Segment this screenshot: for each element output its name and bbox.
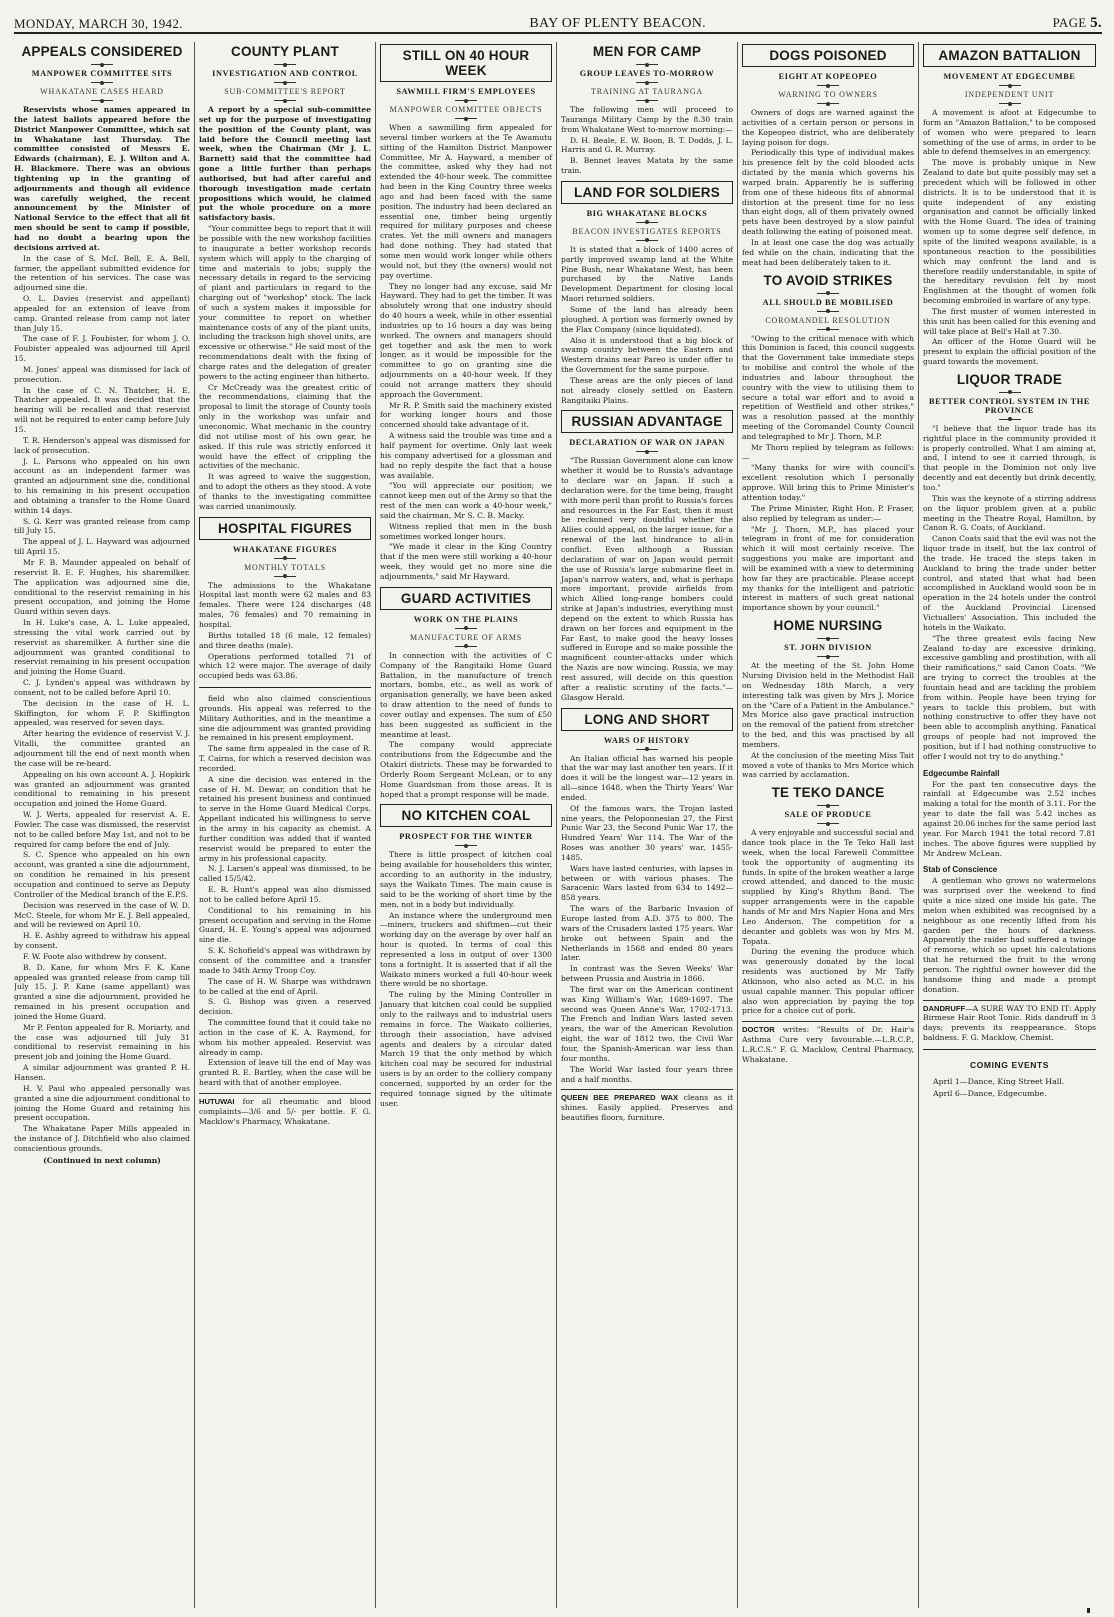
divider [817, 293, 839, 294]
paragraph: field who also claimed conscientious grounds. His appeal was referred to the Military Authorities, and in the meantime a sine die adjournment was granted providing he remained in his present employment. [199, 694, 371, 743]
story-county-plant [199, 44, 371, 512]
divider [274, 64, 296, 65]
divider [274, 100, 296, 101]
paragraph: Wars have lasted centuries, with lapses in between or with various phases. The Saracenic Wars lasted from 634 to 1492—858 years. [561, 863, 733, 903]
paragraph: A similar adjournment was granted P. H. Hansen. [14, 1063, 190, 1082]
paragraph: Appealing on his own account A. J. Hopkirk was granted an adjournment was granted conditional to remaining in his present occupation and joined the Home Guard. [14, 769, 190, 809]
headline: GUARD ACTIVITIES [380, 587, 552, 610]
paragraph: The case of F. J. Foubister, for whom J. O. Foubister appealed was adjourned till April 15. [14, 334, 190, 364]
divider [999, 85, 1021, 86]
story-body [380, 123, 552, 582]
subhead: MANPOWER COMMITTEE SITS [31, 69, 173, 78]
paragraph: B. D. Kane, for whom Mrs F. K. Kane appealed was granted release from camp till July 15. J. P. Kane (same appellant) was granted a sine die adjournment, provided he remained in his present occupation and joined the Home Guard. [14, 962, 190, 1021]
headline: NO KITCHEN COAL [380, 804, 552, 827]
divider [455, 118, 477, 119]
story-body [923, 424, 1096, 762]
story-russian-advantage [561, 410, 733, 702]
paragraph: The World War lasted four years three and a half months. [561, 1064, 733, 1084]
paragraph: At the meeting of the St. John Home Nursing Division held in the Methodist Hall on Wednesday 18th March, a very interesting talk was given by Mrs J. Morice on the "Care of a Patient in the Ambulance." Mrs Morice also gave practical instruction on the removal of the patient from stretcher to the bed, and this was practised by all members. [742, 661, 914, 749]
headline: STILL ON 40 HOUR WEEK [380, 44, 552, 82]
story-body [923, 876, 1096, 994]
paragraph: The Prime Minister, Right Hon. P. Fraser, also replied by telegram as under:— [742, 503, 914, 523]
paragraph: The Whakatane Paper Mills appealed in the instance of J. Ditchfield who also claimed conscientious grounds. [14, 1124, 190, 1153]
column-1 [14, 42, 195, 1608]
intro-paragraph: Reservists whose names appeared in the latest ballots appeared before the District Manpower Committee, which sat in Whakatane last Thursday. The committee consisted of Messrs E. Edwards (chairman), E. J. Wilton and A. H. Blackmore. There was an obvious tightening up in the granting of adjournments and though all evidence was carefully weighed, the recent announcement by the Minister of National Service to the effect that all fit men should be sent to camp if possible, had no doubt a bearing upon the decisions arrived at. [14, 105, 190, 252]
story-40-hour-week [380, 44, 552, 582]
story-body [923, 108, 1096, 367]
subhead-secondary: BEACON INVESTIGATES REPORTS [572, 226, 722, 236]
paragraph: Cr McCready was the greatest critic of the recommendations, claiming that the proposal to limit the storage of County tools only in the workshop was unfair and uneconomic. What mechanic in the country did not utilise most of his own gear, he asked. If this rule was strictly enforced it would have the effect of crippling the activities of the mechanic. [199, 382, 371, 471]
story-appeals-considered [14, 44, 190, 1165]
paragraph: N. J. Larsen's appeal was dismissed, to be called 15/5/42. [199, 864, 371, 884]
paragraph: In the case of C. N. Thatcher, H. E. Thatcher appealed. It was decided that the hearing will be recalled and that reservist will not be required to enter camp before July 15. [14, 385, 190, 434]
story-avoid-strikes [742, 273, 914, 614]
story-body [199, 694, 371, 1088]
paragraph: Also it is understood that a big block of swamp country between the Eastern and Western drains near Pareo is under offer to the Government for the same purpose. [561, 335, 733, 375]
paragraph: Of the famous wars, the Trojan lasted nine years, the Peloponnesian 27, the First Punic War 23, the Second Punic War 17, the Hundred Years' War 114. The War of the Roses was another 30 years' war, 1455-1485. [561, 803, 733, 862]
subhead: PROSPECT FOR THE WINTER [399, 832, 533, 842]
subhead: DECLARATION OF WAR ON JAPAN [569, 438, 725, 448]
story-edgecumbe-rainfall [923, 769, 1096, 859]
subhead-secondary: WHAKATANE CASES HEARD [40, 87, 164, 96]
column-6 [919, 42, 1100, 1608]
subhead-secondary: MONTHLY TOTALS [244, 562, 326, 572]
paragraph: In at least one case the dog was actually fed while on the chain, indicating that the meat had been deliberately taken to it. [742, 237, 914, 267]
headline: TE TEKO DANCE [771, 785, 885, 801]
paragraph: Decision was reserved in the case of W. D. McC. Steele, for whom Mr E. J. Bell appealed, and will be reviewed on April 10. [14, 900, 190, 930]
paragraph: After hearing the evidence of reservist V. J. Vitalli, the committee granted an adjournment till the end of next month when the case will be re-heard. [14, 729, 190, 768]
subhead: MOVEMENT AT EDGECUMBE [943, 72, 1076, 81]
subhead: BIG WHAKATANE BLOCKS [586, 208, 708, 218]
headline: LIQUOR TRADE [956, 371, 1063, 387]
divider [636, 222, 658, 223]
paragraph: The appeal of J. L. Hayward was adjourned till April 15. [14, 537, 190, 557]
paragraph: An officer of the Home Guard will be present to explain the official position of the guard towards the movement. [923, 337, 1096, 367]
paragraph: The ruling by the Mining Controller in January that kitchen coal could be supplied only to the railways and to industrial users remains in force. The Waikato collieries, through their association, have advised agents and dealers by a circular dated March 19 that the only method by which kitchen coal may be secured for industrial users is by an order to the colliery company concerned, supported by an order for the required tonnage signed by the ultimate user. [380, 990, 552, 1108]
subhead: INVESTIGATION AND CONTROL [212, 69, 358, 78]
divider [817, 311, 839, 312]
columns [14, 42, 1102, 1608]
divider [817, 638, 839, 639]
paragraph: At the conclusion of the meeting Miss Tait moved a vote of thanks to Mrs Morice which was carried by acclamation. [742, 750, 914, 780]
paper-title: BAY OF PLENTY BEACON. [529, 16, 706, 31]
story-te-teko-dance [742, 785, 914, 1016]
headline: APPEALS CONSIDERED [21, 44, 183, 59]
divider [636, 82, 658, 83]
masthead [14, 8, 1102, 34]
paragraph: A very enjoyable and successful social and dance took place in the Te Teko Hall last week, when the local Farewell Committee took the opportunity of augmenting its funds. In spite of the broken weather a large crowd attended, and danced to the music supplied by King's Rhythm Band. The supper arrangements were in the capable hands of Mr and Mrs Napier Hona and Mrs Leo Anderson. The competition for a decanter and goblets was won by Mrs M. Topata. [742, 828, 914, 946]
paragraph: Extension of leave till the end of May was granted R. E. Bartley, when the case will be heard with that of another employee. [199, 1058, 371, 1088]
paragraph: S. G. Kerr was granted release from camp till July 15. [14, 516, 190, 536]
paragraph: In the case of S. McI. Bell, E. A. Bell, farmer, the appellant submitted evidence for the retention of his services. The case was adjourned sine die. [14, 253, 190, 293]
story-appeals-continued [199, 694, 371, 1088]
subhead: ST. JOHN DIVISION [784, 643, 872, 653]
paragraph: An instance where the underground men—miners, truckers and shiftmen—cut their working day on the average by over half an hour is quoted. In terms of coal this represented a loss in output of over 1300 tons a fortnight. It is asserted that if all the Waikato miners worked a full 40-hour week there would be no shortage. [380, 910, 552, 989]
divider [455, 845, 477, 846]
headline: MEN FOR CAMP [592, 44, 702, 59]
paragraph: O. L. Davies (reservist and appellant) appealed for an extension of leave from camp. Granted release from camp not later than July 15. [14, 294, 190, 333]
paragraph: The committee found that it could take no action in the case of K. A. Raymond, for whom his mother appealed. Reservist was already in camp. [199, 1018, 371, 1057]
paragraph: J. L. Parsons who appealed on his own account as an independent farmer was granted an adjournment sine die, conditional to his remaining in his present occupation and obtaining a transfer to the Home Guard within 14 days. [14, 456, 190, 515]
paragraph: Owners of dogs are warned against the activities of a certain person or persons in the Kopeopeo district, who are deliberately laying poison for dogs. [742, 108, 914, 147]
paragraph: S. C. Spence who appealed on his own account, was granted a sine die adjournment, on condition he remained in his present occupation and continued to serve as Deputy Controller of the Medical branch of the E.P.S. [14, 850, 190, 899]
paragraph: The following men will proceed to Tauranga Military Camp by the 8.30 train from Whakatane West to-morrow morning:— [561, 105, 733, 134]
intro-paragraph: A report by a special sub-committee set up for the purpose of investigating the position of the County plant, was laid before the Council meeting last week, when the Chairman (Mr J. L. Barnett) said that the committee had gone a little further than perhaps authorised, but had after careful and thorough investigation made certain propositions which would, he claimed put the whole procedure on a more satisfactory basis. [199, 105, 371, 223]
column-2 [195, 42, 376, 1608]
advert-doctor: DOCTOR writes: "Results of Dr. Hair's Asthma Cure very favourable.—L.R.C.P., L.R.C.S." F. G. Macklow, Central Pharmacy, Whakatane. [742, 1021, 914, 1064]
paragraph: The same firm appealed in the case of R. T. Cairns, for which a reserved decision was recorded. [199, 744, 371, 773]
subhead-secondary: WARNING TO OWNERS [778, 90, 878, 99]
advert-dandruff: DANDRUFF—A SURE WAY TO END IT: Apply Birmese Hair Root Tonic. Rids dandruff in 3 days; prevents its reappearance. Stops baldness. F. G. Macklow, Chemist. [923, 1000, 1096, 1043]
story-body [561, 456, 733, 702]
story-body [742, 334, 914, 614]
divider [91, 100, 113, 101]
paragraph: The case of H. W. Sharpe was withdrawn to be called at the end of April. [199, 976, 371, 996]
subhead: WORK ON THE PLAINS [413, 614, 519, 624]
paragraph: Conditional to his remaining in his present occupation and serving in the Home Guard, H. E. Young's appeal was adjourned sine die. [199, 905, 371, 945]
paragraph: Canon Coats said that the evil was not the liquor trade in itself, but the lax control of the trade. He traced the steps taken in Auckland to bring the trade under better control, and stated that what had been accomplished in Auckland would soon be in operation in the 24 hotels under the control of the Auckland Provincial Licensed Victuallers' Association. This included the hotels in the Waikato. [923, 534, 1096, 632]
subhead: WHAKATANE FIGURES [232, 544, 338, 554]
page-number: PAGE 5. [1052, 15, 1102, 31]
story-body [923, 780, 1096, 859]
subhead: GROUP LEAVES TO-MORROW [579, 69, 715, 78]
paragraph: The first muster of women interested in this unit has been called for this evening and will take place at Bell's Hall at 7.30. [923, 306, 1096, 336]
story-body [561, 754, 733, 1085]
divider [636, 451, 658, 452]
headline: LONG AND SHORT [561, 708, 733, 731]
divider [999, 419, 1021, 420]
paragraph: Periodically this type of individual makes his presence felt by the cold blooded acts dictated by the mania which governs his warped brain. Apparently he is suffering from one of these hideous fits of abnormal distortion at the present time for no less than eight dogs, all of them privately owned pets have been destroyed by a slow painful death following the eating of poisoned meat. [742, 148, 914, 237]
paragraph: Operations performed totalled 71 of which 12 were major. The average of daily occupied beds was 63.86. [199, 651, 371, 681]
divider [455, 628, 477, 629]
paragraph: H. E. Ashby agreed to withdraw his appeal by consent. [14, 931, 190, 951]
story-intro [14, 105, 190, 253]
story-long-and-short [561, 708, 733, 1085]
paragraph: A witness said the trouble was time and a half payment for overtime. Only last week his company advertised for a glossman and had no reply despite the fact that a house was available. [380, 431, 552, 480]
subhead: SALE OF PRODUCE [784, 810, 872, 820]
advert-queen-bee: QUEEN BEE PREPARED WAX cleans as it shines. Easily applied. Preserves and beautifies floors, furniture. [561, 1089, 733, 1122]
story-intro [199, 105, 371, 223]
paragraph: Witness replied that men in the bush sometimes worked longer hours. [380, 521, 552, 541]
paragraph: Mr F. B. Maunder appealed on behalf of reservist B. E. F. Hughes, his sharemilker. The application was adjourned sine die, conditional to the reservist remaining in his present occupation, and joining the Home Guard within seven days. [14, 557, 190, 617]
divider [817, 329, 839, 330]
paragraph: During the evening the produce which was generously donated by the local residents was auctioned by Mr Taffy Atkinson, who also acted as M.C. in his usual capable manner. This popular officer also won appreciation by paying the top price for a choice cut of pork. [742, 947, 914, 1016]
list-item: April 6—Dance, Edgecumbe. [933, 1088, 1047, 1098]
subhead-secondary: INDEPENDENT UNIT [964, 90, 1055, 99]
story-body [380, 850, 552, 1108]
divider [636, 100, 658, 101]
divider [91, 64, 113, 65]
story-body [14, 254, 190, 1154]
paragraph: "I believe that the liquor trade has its rightful place in the community provided it is properly controlled. What I am aiming at, and, I intend to see it carried through, is that people in the Dominion not only live decently and eat decently but drink decently, too." [923, 423, 1096, 492]
divider [817, 85, 839, 86]
inline-heading: Edgecumbe Rainfall [923, 768, 1000, 778]
paragraph: For the past ten consecutive days the rainfall at Edgecumbe was 2.52 inches making a total for the month of 3.11. For the year to date the fall was 5.42 inches as against 20.06 inches for the same period last year. For March 1941 the total record 7.81 inches. The above figures were supplied by Mr Andrew McLean. [923, 779, 1096, 858]
story-land-for-soldiers [561, 181, 733, 406]
paragraph: A movement is afoot at Edgecumbe to form an "Amazon Battalion," to be composed of women who were prepared to learn something of the use of arms, in order to be able to defend themselves in an emergency. [923, 108, 1096, 157]
subhead-secondary: SUB-COMMITTEE'S REPORT [224, 87, 346, 96]
story-body [561, 105, 733, 176]
subhead-secondary: TRAINING AT TAURANGA [591, 87, 703, 96]
paragraph: It was agreed to waive the suggestion, and to adopt the others as they stood. A vote of thanks to the investigating committee was carried unanimously. [199, 472, 371, 511]
paragraph: The first war on the American continent was King William's War, 1689-1697. The second was Queen Anne's War, 1702-1713. The French and Indian Wars lasted seven years, the war of the American Revolution eight, the war of 1812 two, the Civil War four, the Spanish-American war less than four months. [561, 984, 733, 1063]
paragraph: S. G. Bishop was given a reserved decision. [199, 997, 371, 1017]
paragraph: The wars of the Barbaric Invasion of Europe lasted from A.D. 375 to 800. The wars of the Crusaders lasted 175 years. War broke out between Spain and the Netherlands in 1568 and ended 80 years later. [561, 904, 733, 963]
paragraph: "The three greatest evils facing New Zealand to-day are excessive drinking, excessive gambling and prostitution, with all their ramifications," said Canon Coats. "We are trying to correct the troubles at the fountain head and are tackling the problem from within. People have been trying for years to tackle this problem, but with nothing constructive to offer they have not been able to accomplish anything. Fanatical groups of people had not improved the position, but if I had nothing constructive to offer I would not try to do anything." [923, 633, 1096, 761]
subhead: ALL SHOULD BE MOBILISED [762, 297, 894, 307]
divider-line [199, 687, 371, 688]
paragraph: "Your committee begs to report that it will be possible with the new workshop facilities to inaugurate a better workshop records system which will apply to the charging of time and materials to jobs; supply the necessary details in regard to the servicing of plant and particulars in regard to the charging out of "workshop" stock. The lack of such a system makes it impossible for your committee to report on whether maintenance costs of any of the plant units, including the trackson high shovel units, are excessive or otherwise." He said most of the recommendations dealt with the fixing of charge rates and the delegation of greater powers to the acting engineer than hitherto. [199, 224, 371, 381]
paragraph: B. Bennet leaves Matata by the same train. [561, 156, 733, 176]
paragraph: This was the keynote of a stirring address on the liquor problem given at a public meeting in the Theatre Royal, Hamilton, by Canon R. G. Coats, of Auckland. [923, 493, 1096, 533]
story-no-kitchen-coal [380, 804, 552, 1108]
paragraph: Births totalled 18 (6 male, 12 females) and three deaths (male). [199, 630, 371, 650]
divider [636, 749, 658, 750]
divider [455, 646, 477, 647]
coming-events-list [923, 1076, 1096, 1100]
paragraph: S. K. Schofield's appeal was withdrawn by consent of the committee and a transfer made to 34th Army Troop Coy. [199, 946, 371, 975]
paragraph: M. Jones' appeal was dismissed for lack of prosecution. [14, 364, 190, 384]
paragraph: "Mr J. Thorn, M.P., has placed your telegram in front of me for consideration which it will most certainly receive. The suggestions you make are important and will be examined with a view to determining how far they are practicable. Please accept my thanks for the intelligent and patriotic interest in matters of such great national importance shown by your council." [742, 524, 914, 613]
story-body [199, 224, 371, 511]
story-body [742, 108, 914, 268]
continued-note: (Continued in next column) [43, 1155, 161, 1165]
paragraph: "You will appreciate our position; we cannot keep men out of the Army so that the rest of the men can work a 40-hour week," said the chairman, Mr S. C. B. Macky. [380, 481, 552, 520]
paragraph: A gentleman who grows no watermelons was surprised over the weekend to find quite a nice sized one inside his gate. The melon when exhibited was recognised by a neighbour as one recently lifted from his garden per the hours of darkness. Apparently the raider had suffered a twinge of remorse, which so upset his calculations that he returned the fruit to the wrong person. The rightful owner however did the handsome thing and made a prompt donation. [923, 876, 1096, 994]
paragraph: In connection with the activities of C Company of the Rangitaiki Home Guard Battalion, in the manufacture of trench mortars, bombs, etc., as well as work of organisation generally, we have been asked to draw attention to the need of funds to cover outlay and expenses. The sum of £50 has been suggested as sufficient in the meantime at least. [380, 650, 552, 739]
story-hospital-figures [199, 517, 371, 681]
subhead-secondary: MANUFACTURE OF ARMS [410, 632, 522, 642]
story-home-nursing [742, 618, 914, 780]
story-dogs-poisoned [742, 44, 914, 268]
paragraph: The decision in the case of H. L. Skiffington, for whom F. P. Skiffington appealed, was reserved for seven days. [14, 698, 190, 728]
divider-line [923, 1049, 1096, 1050]
story-stab-of-conscience [923, 865, 1096, 994]
paragraph: Mr P. Fenton appealed for R. Moriarty, and the case was adjourned till July 31 conditional to reservist remaining in his present job and joining the Home Guard. [14, 1022, 190, 1062]
story-men-for-camp [561, 44, 733, 176]
divider [817, 656, 839, 657]
divider [455, 100, 477, 101]
paragraph: The admissions to the Whakatane Hospital last month were 62 males and 83 females. There were 124 discharges (48 males, 76 females) and 70 remaining in hospital. [199, 580, 371, 629]
divider [274, 558, 296, 559]
issue-date: MONDAY, MARCH 30, 1942. [14, 16, 183, 31]
paragraph: There is little prospect of kitchen coal being available for householders this winter, according to an authority in the industry, says the Waikato Times. The main cause is said to be the working of short time by the men, not in a body but individually. [380, 850, 552, 909]
paragraph: In contrast was the Seven Weeks' War between Prussia and Austria in 1866. [561, 964, 733, 984]
paragraph: The move is probably unique in New Zealand to date but quite possibly may set a precedent which will be followed in other districts. It is to be understood that it is quite independent of any existing organisation and cannot be officially linked with the Home Guard. The idea of training women up to some degree self defence, in spite of the limited weapons available, is a spontaneous reaction to the possibilities which may confront the land and is therefore readily understandable, in spite of the hereditary revulsion felt by most Englishmen at the thought of women folk becoming embroiled in warfare of any type. [923, 158, 1096, 306]
paragraph: H. V. Paul who appealed personally was granted a sine die adjournment conditional to joining the Home Guard and retaining his present occupation. [14, 1083, 190, 1123]
divider [274, 82, 296, 83]
headline: TO AVOID STRIKES [763, 272, 893, 288]
column-5 [738, 42, 919, 1608]
paragraph: "Many thanks for wire with council's excellent resolution which I personally approve. Will bring this to Prime Minister's attention today." [742, 463, 914, 502]
paragraph: In H. Luke's case, A. L. Luke appealed, stressing the vital work carried out by reservist as sharemilker. A further sine die adjournment was granted conditional to reservist remaining in his present occupation and joining the Home Guard. [14, 618, 190, 677]
paragraph: It is stated that a block of 1400 acres of partly improved swamp land at the White Pine Bush, near Whakatane West, has been purchased by the Native Lands Development Department for closing local Maori returned soldiers. [561, 244, 733, 304]
paragraph: T. R. Henderson's appeal was dismissed for lack of prosecution. [14, 435, 190, 455]
paragraph: An Italian official has warned his people that the war may last another ten years. If it does it will be the longest war—12 years in all—since 1648, when the Thirty Years' War ended. [561, 753, 733, 802]
subhead: BETTER CONTROL SYSTEM IN THE PROVINCE [929, 396, 1090, 415]
headline: HOSPITAL FIGURES [199, 517, 371, 540]
inline-heading: Stab of Conscience [923, 865, 998, 875]
paragraph: These areas are the only pieces of land not already closely settled on Eastern Rangitaiki Plains. [561, 375, 733, 405]
headline: HOME NURSING [773, 618, 883, 634]
story-guard-activities [380, 587, 552, 800]
paragraph: E. R. Hunt's appeal was also dismissed not to be called before April 15. [199, 885, 371, 904]
headline: AMAZON BATTALION [923, 44, 1096, 67]
story-body [742, 828, 914, 1016]
advert-hutuwai: HUTUWAI for all rheumatic and blood complaints—3/6 and 5/- per bottle. F. G. Macklow's Pharmacy, Whakatane. [199, 1093, 371, 1126]
subhead-secondary: MANPOWER COMMITTEE OBJECTS [389, 105, 543, 114]
headline: RUSSIAN ADVANTAGE [561, 410, 733, 433]
story-body [380, 651, 552, 800]
column-3 [376, 42, 557, 1608]
column-4 [557, 42, 738, 1608]
paragraph: C. J. Lynden's appeal was withdrawn by consent, not to be called before April 10. [14, 678, 190, 697]
story-amazon-battalion [923, 44, 1096, 367]
subhead: SAWMILL FIRM'S EMPLOYEES [396, 87, 536, 96]
paragraph: W. J. Werts, appealed for reservist A. E. Fowler. The case was dismissed, the reservist not to be called before May 1st, and not to be required for camp before the end of July. [14, 810, 190, 849]
paragraph: The company would appreciate contributions from the Edgecumbe and the Otakiri districts. These may be forwarded to Orderly Room Sergeant McLean, or to any Home Guardsman from those areas. It is hoped that a prompt response will be made. [380, 740, 552, 799]
headline: DOGS POISONED [742, 44, 914, 67]
paragraph: "Owing to the critical menace with which this Dominion is faced, this council suggests that the Government take immediate steps to mobilise and control the whole of the industries and labour throughout the country with the view to utilising them to secure a total war effort and to avoid a repetition of Westfield and other strikes," was a resolution passed at the monthly meeting of the Coromandel County Council and telegraphed to Mr J. Thorn, M.P. [742, 333, 914, 441]
paragraph: "We made it clear in the King Country that if the men were still working a 40-hour week, they would get no more sine die adjournments," said Mr Hayward. [380, 542, 552, 581]
story-body [742, 661, 914, 780]
divider [91, 82, 113, 83]
subhead: EIGHT AT KOPEOPEO [778, 72, 878, 81]
list-item: April 1—Dance, King Street Hall. [933, 1076, 1065, 1086]
story-body [561, 245, 733, 406]
divider [274, 576, 296, 577]
divider [636, 64, 658, 65]
story-liquor-trade [923, 372, 1096, 762]
paragraph: Some of the land has already been ploughed. A portion was formerly owned by the Flax Company (since liquidated). [561, 304, 733, 334]
paragraph: D. H. Beale, E. W. Boon, B. T. Dodds, J. L. Harris and G. R. Murray. [561, 135, 733, 155]
headline: COUNTY PLANT [231, 44, 339, 59]
coming-events-title: COMING EVENTS [969, 1059, 1050, 1070]
subhead-secondary: COROMANDEL RESOLUTION [765, 315, 891, 325]
divider [817, 805, 839, 806]
headline: LAND FOR SOLDIERS [561, 181, 733, 204]
paragraph: They no longer had any excuse, said Mr Hayward. They had to get the timber. It was absolutely wrong that one industry should do 40 hours a week, while in other essential industries up to 16 hours a day was being worked. The owners and managers should get together and ask the men to work longer, as it would be impossible for the committee to go on granting sine die adjournments on a 40-hour week. If they could not arrange matters they should approach the Government. [380, 281, 552, 399]
paragraph: Mr Thorn replied by telegram as follows:— [742, 442, 914, 462]
divider [636, 240, 658, 241]
paragraph: A sine die decision was entered in the case of H. M. Dewar, on condition that he retained his present business and continued to serve in the Home Guard Medical Corps. Appellant indicated his willingness to serve in the army in his capacity as chemist. A further condition was added that if wanted reservist would be prepared to enter the army in his professional capacity. [199, 774, 371, 863]
subhead: WARS OF HISTORY [603, 735, 691, 745]
divider [817, 103, 839, 104]
paragraph: When a sawmilling firm appealed for several timber workers at the Te Awamutu sitting of the Hamilton District Manpower Committee, Mr A. Hayward, a member of the committee, asked why they had not extended the 40-hour week. The committee had been in the King Country three weeks ago and had been faced with the same position. The industry had been declared an essential one, timber being urgently required for military purposes and cheese crates. Yet the mill owners and managers had done nothing. They had stated that some men would work longer while others would not, but they (the owners) would not pay overtime. [380, 123, 552, 280]
divider [999, 392, 1021, 393]
paragraph: Mr R. P. Smith said the machinery existed for working longer hours and those concerned should take advantage of it. [380, 400, 552, 430]
paragraph: F. W. Foote also withdrew by consent. [23, 951, 167, 961]
print-mark [1087, 1608, 1090, 1613]
divider [999, 103, 1021, 104]
paragraph: "The Russian Government alone can know whether it would be to Russia's advantage to declare war on Japan. If such a declaration were, for the time being, fraught with more peril than profit to Russia's forces and resources in the Far East, then it must be reckoned very doubtful whether the Allies could appeal, on the larger issue, for a renewal of the last hindrance to all-in conflict. Even although a Russian declaration of war on Japan would permit the use of Russia's large submarine fleet in Japan's narrow waters, and, what is perhaps more important, provide airfields from which Allied long-range bombers could strike at Japan's industries, everything must depend on the extent to which Russia has drawn on her forces and equipment in the Far East, to make good the heavy losses suffered in Europe and so make possible the magnificent counter-attacks under which the Nazis are now wincing. Russia, we may rest assured, will decide on this question after a realistic scrutiny of the facts."—Glasgow Herald. [561, 456, 733, 702]
story-body [199, 581, 371, 681]
divider [817, 823, 839, 824]
